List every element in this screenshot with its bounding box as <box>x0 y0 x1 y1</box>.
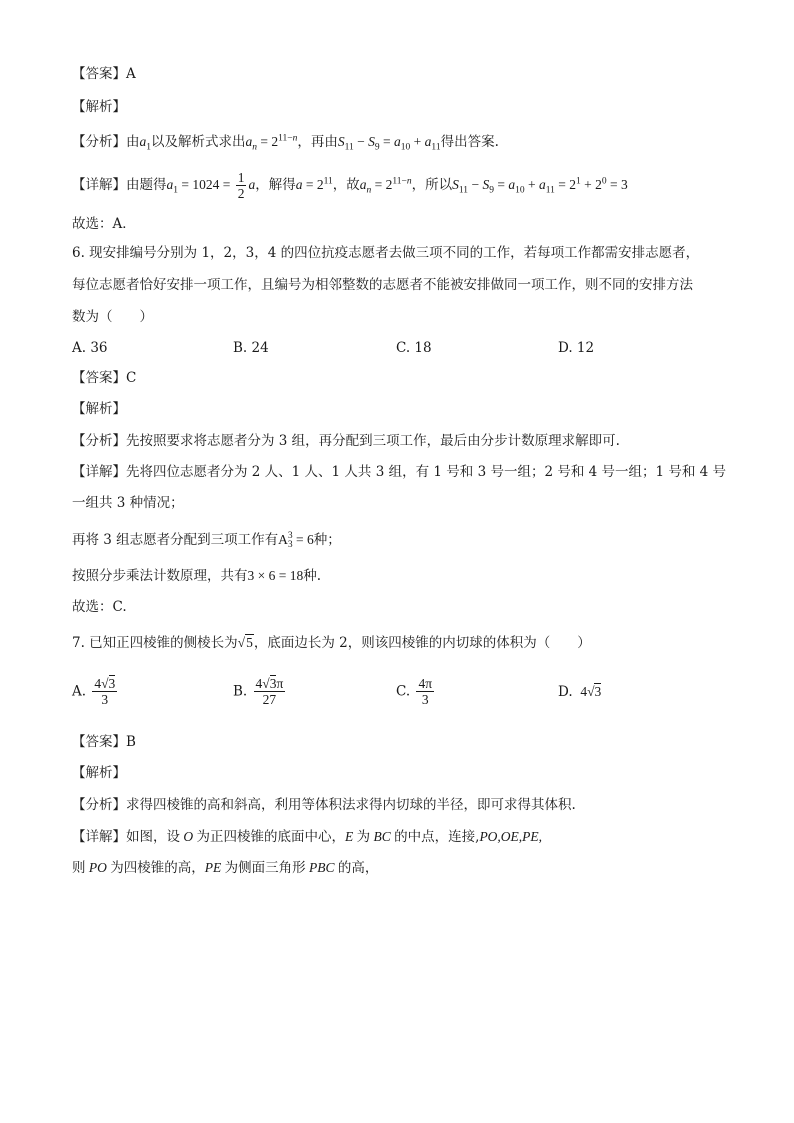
q6-fenxi-line <box>72 431 620 451</box>
math-PO-OE-PE: PO,OE,PE, <box>479 829 543 844</box>
fraction-one-half: $\frac{1}{2}$ <box>237 170 245 201</box>
q6-stem-line-2: 每位志愿者恰好安排一项工作，且编号为相邻整数的志愿者不能被安排做同一项工作，则不同的安排方法 <box>72 277 693 293</box>
q5-analysis-heading: 【解析】 <box>72 99 126 115</box>
xiangjie-tag: 【详解】 <box>72 829 126 845</box>
q6-xiangjie-line-4 <box>72 566 321 586</box>
fenxi-text: 以及解析式求出 <box>151 134 246 150</box>
math-PBC: PBC <box>305 860 338 875</box>
q6-answer-line <box>72 368 136 388</box>
stem-text: ，底面边长为 2，则该四棱锥的内切球的体积为（ ） <box>253 635 591 651</box>
xiangjie-text: ，故 <box>332 177 360 193</box>
option-label: C. <box>396 683 411 700</box>
xiangjie-text: ，所以 <box>411 177 453 193</box>
q6-stem-line-3: 数为（ ） <box>72 309 153 325</box>
q5-answer-line <box>72 64 136 84</box>
q7-option-a <box>72 676 119 707</box>
xiangjie-text: ，解得 <box>255 177 296 193</box>
answer-tag: 【答案】 <box>72 370 126 386</box>
math-E: E <box>345 829 357 844</box>
math-sqrt5: √5 <box>237 635 253 650</box>
fenxi-text: ，再由 <box>297 134 338 150</box>
q7-fenxi-line <box>72 795 576 815</box>
math-a1-eq: $a_1 = 1024$ = <box>166 177 234 196</box>
math-a1: $a_1$ <box>139 134 151 153</box>
fenxi-tag: 【分析】 <box>72 134 126 150</box>
q6-option-d: D. 12 <box>558 340 595 356</box>
fraction-4sqrt3pi-over-27: $\frac{4√3\pi}{27}$ <box>255 676 284 707</box>
stem-text: 7. 已知正四棱锥的侧棱长为 <box>72 635 238 651</box>
math-4sqrt3: 4√3 <box>576 684 602 699</box>
option-label: D. <box>558 684 573 700</box>
math-PE: PE <box>204 860 225 875</box>
math-O: O <box>180 829 197 844</box>
math-an-formula: $a_n = 2^{11-n}$ <box>245 133 298 153</box>
q6-xiangjie-line-1 <box>72 462 726 482</box>
math-arrangement: A 3 3 = 6 <box>278 530 314 550</box>
xiangjie-text: 为 <box>356 829 371 845</box>
option-label: B. <box>233 683 248 700</box>
option-label: A. <box>72 683 87 700</box>
fraction-4sqrt3-over-3: $\frac{4√3}{3}$ <box>94 676 116 707</box>
xiangjie-text: 先将四位志愿者分为 2 人、1 人、1 人共 3 组，有 1 号和 3 号一组；2 号和 4 号一组；1 号和 4 号 <box>126 464 727 480</box>
q7-option-d <box>558 684 601 700</box>
fenxi-tag: 【分析】 <box>72 433 126 449</box>
xiangjie-tag: 【详解】 <box>72 177 126 193</box>
q6-xiangjie-line-3 <box>72 530 341 550</box>
xiangjie-text: 按照分步乘法计数原理，共有 <box>72 568 248 584</box>
xiangjie-tag: 【详解】 <box>72 464 126 480</box>
q5-xiangjie-line <box>72 170 628 201</box>
fenxi-tag: 【分析】 <box>72 797 126 813</box>
q7-stem <box>72 633 591 653</box>
q7-xiangjie-line-1 <box>72 827 542 847</box>
xiangjie-text: 种. <box>303 568 322 584</box>
q6-analysis-heading: 【解析】 <box>72 401 126 417</box>
answer-tag: 【答案】 <box>72 734 126 750</box>
q6-conclusion: 故选：C. <box>72 599 127 615</box>
math-a-solution: $a = 2^{11}$ <box>295 176 333 192</box>
math-an-result: $a_n = 2^{11-n}$ <box>359 176 412 196</box>
xiangjie-text: 种； <box>313 532 341 548</box>
answer-tag: 【答案】 <box>72 66 126 82</box>
q5-fenxi-line <box>72 132 499 152</box>
q6-option-c: C. 18 <box>396 340 432 356</box>
math-PO: PO <box>85 860 111 875</box>
q6-option-b: B. 24 <box>233 340 269 356</box>
fraction-4pi-over-3: $\frac{4\pi}{3}$ <box>418 676 433 707</box>
math-final-sum: $S_{11} - S_9 = a_{10} + a_{11} = 2^1 + 2^0 = 3$ <box>452 176 628 196</box>
math-s11-s9: $S_{11} - S_9 = a_{10} + a_{11}$ <box>337 134 441 153</box>
fenxi-text: 由 <box>126 134 140 150</box>
fenxi-text: 求得四棱锥的高和斜高，利用等体积法求得内切球的半径，即可求得其体积. <box>126 797 576 813</box>
q7-analysis-heading: 【解析】 <box>72 765 126 781</box>
answer-value: C <box>126 370 137 386</box>
q7-xiangjie-line-2 <box>72 858 378 878</box>
xiangjie-text: 为四棱锥的高， <box>110 860 205 876</box>
answer-value: B <box>126 734 136 750</box>
xiangjie-text: 的中点，连接, <box>394 829 480 845</box>
q6-stem-line-1: 6. 现安排编号分别为 1，2，3，4 的四位抗疫志愿者去做三项不同的工作，若每项工作都需安排志愿者， <box>72 245 700 261</box>
xiangjie-text: 的高， <box>337 860 379 876</box>
xiangjie-text: 如图，设 <box>126 829 180 845</box>
xiangjie-text: 由题得 <box>126 177 167 193</box>
xiangjie-text: 为侧面三角形 <box>224 860 306 876</box>
q7-option-b <box>233 676 287 707</box>
math-a: a <box>248 177 256 192</box>
xiangjie-text: 再将 3 组志愿者分配到三项工作有 <box>72 532 279 548</box>
math-BC: BC <box>370 829 395 844</box>
xiangjie-text: 为正四棱锥的底面中心， <box>196 829 345 845</box>
q5-conclusion: 故选：A． <box>72 216 136 232</box>
q6-xiangjie-line-2: 一组共 3 种情况； <box>72 495 184 511</box>
answer-value: A <box>126 66 136 82</box>
q6-option-a: A. 36 <box>72 340 108 356</box>
q7-option-c <box>396 676 436 707</box>
fenxi-text: 得出答案. <box>440 134 499 150</box>
fenxi-text: 先按照要求将志愿者分为 3 组，再分配到三项工作，最后由分步计数原理求解即可. <box>126 433 620 449</box>
xiangjie-text: 则 <box>72 860 86 876</box>
math-product: 3 × 6 = 18 <box>247 568 304 583</box>
q7-answer-line <box>72 732 136 752</box>
